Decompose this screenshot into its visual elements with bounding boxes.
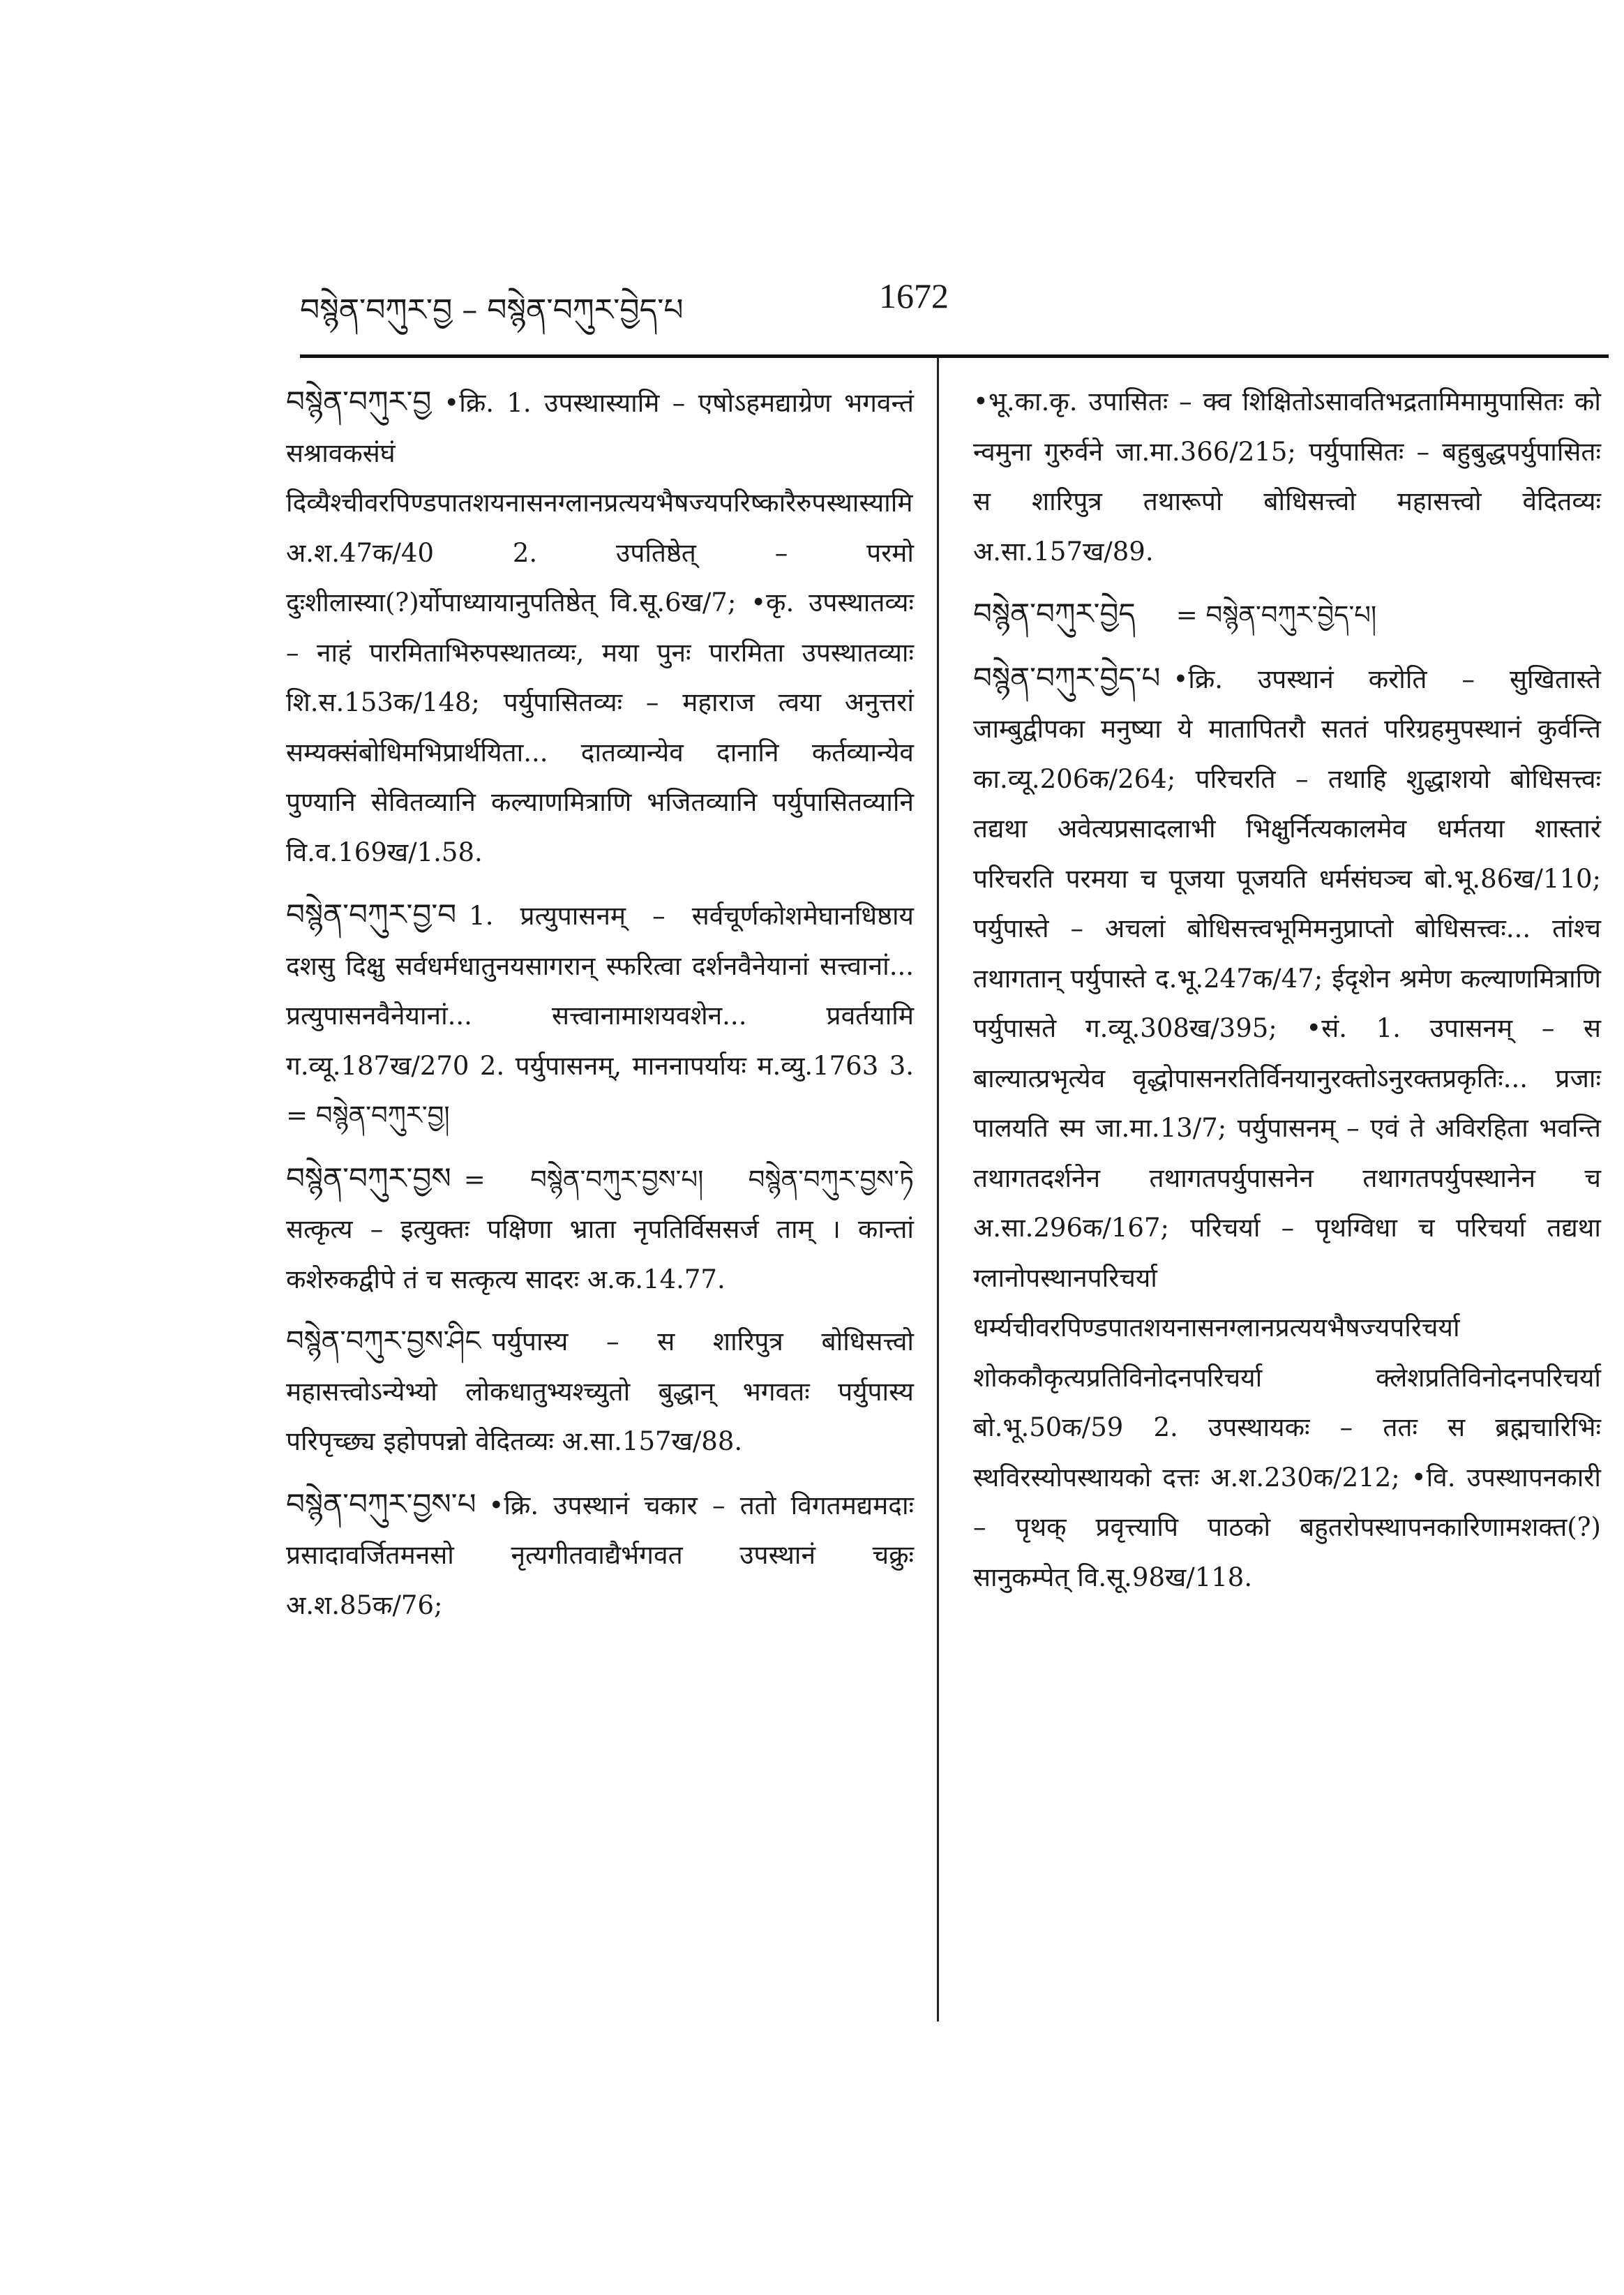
dictionary-entry xyxy=(286,890,914,1141)
entry-headword: བསྙེན་བཀུར་བྱས་པ xyxy=(286,1486,476,1521)
entry-text: •क्रि. 1. उपस्थास्यामि – एषोऽहमद्याग्रेण भगवन्तं सश्रावकसंघं दिव्यैश्चीवरपिण्डपातशयनासनग्लानप्रत्ययभैषज्यपरिष्कारैरुपस्थास्यामि अ.श.47क/40 2. उपतिष्ठेत् – परमो दुःशीलास्या(?)र्योपाध्यायानुपतिष्ठेत् वि.सू.6ख/7; •कृ. उपस्थातव्यः – नाहं पारमिताभिरुपस्थातव्यः, मया पुनः पारमिता उपस्थातव्याः शि.स.153क/148; पर्युपासितव्यः – महाराज त्वया अनुत्तरां सम्यक्संबोधिमभिप्रार्थयिता... दातव्यान्येव दानानि कर्तव्यान्येव पुण्यानि सेवितव्यानि कल्याणमित्राणि भजितव्यानि पर्युपासितव्यानि वि.व.169ख/1.58. xyxy=(286,388,914,867)
dictionary-entry xyxy=(286,377,914,877)
page-number: 1672 xyxy=(879,276,949,315)
dictionary-entry xyxy=(973,589,1601,641)
entry-text: •भू.का.कृ. उपासितः – क्व शिक्षितोऽसावतिभद्रतामिमामुपासितः को न्वमुना गुरुर्वने जा.मा.366/215; पर्युपासितः – बहुबुद्धपर्युपासितः स शारिपुत्र तथारूपो बोधिसत्त्वो महासत्त्वो वेदितव्यः अ.सा.157ख/89. xyxy=(973,387,1601,567)
entry-text: 1. प्रत्युपासनम् – सर्वचूर्णकोशमेघानधिष्ठाय दशसु दिक्षु सर्वधर्मधातुनयसागरान् स्फरित्वा दर्शनवैनेयानां सत्त्वानां... प्रत्युपासनवैनेयानां... सत्त्वानामाशयवशेन... प्रवर्तयामि ग.व्यू.187ख/270 2. पर्युपासनम्, माननापर्यायः म.व्यु.1763 3. = བསྙེན་བཀུར་བྱ། xyxy=(286,901,914,1130)
dictionary-entry xyxy=(973,653,1601,1603)
dictionary-entry xyxy=(286,1479,914,1631)
header-rule xyxy=(300,354,1609,358)
left-column xyxy=(286,377,914,1643)
entry-headword: བསྙེན་བཀུར་བྱས xyxy=(286,1160,451,1195)
entry-text: •क्रि. उपस्थानं करोति – सुखितास्ते जाम्बुद्वीपका मनुष्या ये मातापितरौ सततं परिग्रहमुपस्थानं कुर्वन्ति का.व्यू.206क/264; परिचरति – तथाहि शुद्धाशयो बोधिसत्त्वः तद्यथा अवेत्यप्रसादलाभी भिक्षुर्नित्यकालमेव धर्मतया शास्तारं परिचरति परमया च पूजया पूजयति धर्मसंघञ्च बो.भू.86ख/110; पर्युपास्ते – अचलां बोधिसत्त्वभूमिमनुप्राप्तो बोधिसत्त्वः... तांश्च तथागतान् पर्युपास्ते द.भू.247क/47; ईदृशेन श्रमेण कल्याणमित्राणि पर्युपासते ग.व्यू.308ख/395; •सं. 1. उपासनम् – स बाल्यात्प्रभृत्येव वृद्धोपासनरतिर्विनयानुरक्तोऽनुरक्तप्रकृतिः... प्रजाः पालयति स्म जा.मा.13/7; पर्युपासनम् – एवं ते अविरहिता भवन्ति तथागतदर्शनेन तथागतपर्युपासनेन तथागतपर्युपस्थानेन च अ.सा.296क/167; परिचर्या – पृथग्विधा च परिचर्या तद्यथा ग्लानोपस्थानपरिचर्या धर्म्यचीवरपिण्डपातशयनासनग्लानप्रत्ययभैषज्यपरिचर्या शोककौकृत्यप्रतिविनोदनपरिचर्या क्लेशप्रतिविनोदनपरिचर्या बो.भू.50क/59 2. उपस्थायकः – ततः स ब्रह्मचारिभिः स्थविरस्योपस्थायको दत्तः अ.श.230क/212; •वि. उपस्थापनकारी – पृथक् प्रवृत्त्यापि पाठको बहुतरोपस्थापनकारिणामशक्त(?) सानुकम्पेत् वि.सू.98ख/118. xyxy=(973,664,1601,1592)
right-column xyxy=(973,377,1601,1615)
entry-text: •क्रि. उपस्थानं चकार – ततो विगतमद्यमदाः प्रसादावर्जितमनसो नृत्यगीतवाद्यैर्भगवत उपस्थानं चक्रुः अ.श.85क/76; xyxy=(286,1490,914,1620)
page-header xyxy=(300,276,1611,328)
entry-text: पर्युपास्य – स शारिपुत्र बोधिसत्त्वो महासत्त्वोऽन्येभ्यो लोकधातुभ्यश्च्युतो बुद्धान् भगवतः पर्युपास्य परिपृच्छ्य इहोपपन्नो वेदितव्यः अ.सा.157ख/88. xyxy=(286,1326,914,1456)
entry-headword: བསྙེན་བཀུར་བྱེད་པ xyxy=(973,660,1161,695)
column-divider xyxy=(937,357,939,2021)
dictionary-subentry xyxy=(286,1317,914,1467)
entry-headword: བསྙེན་བཀུར་བྱས་ཤིང xyxy=(286,1325,481,1357)
entry-headword: བསྙེན་བཀུར་བྱ xyxy=(286,384,432,419)
dictionary-entry xyxy=(286,1153,914,1305)
entry-headword: བསྙེན་བཀུར་བྱ་བ xyxy=(286,897,457,932)
running-head: བསྙེན་བཀུར་བྱ – བསྙེན་བཀུར་བྱེད་པ xyxy=(300,292,684,328)
entry-text: = བསྙེན་བཀུར་བྱས་པ། བསྙེན་བཀུར་བྱས་ཏེ सत्कृत्य – इत्युक्तः पक्षिणा भ्राता नृपतिर्विससर्ज ताम् । कान्तां कशेरुकद्वीपे तं च सत्कृत्य सादरः अ.क.14.77. xyxy=(286,1164,914,1294)
dictionary-entry-continuation xyxy=(973,377,1601,576)
entry-headword: བསྙེན་བཀུར་བྱེད xyxy=(973,597,1136,631)
entry-text: = བསྙེན་བཀུར་བྱེད་པ། xyxy=(1175,600,1377,630)
